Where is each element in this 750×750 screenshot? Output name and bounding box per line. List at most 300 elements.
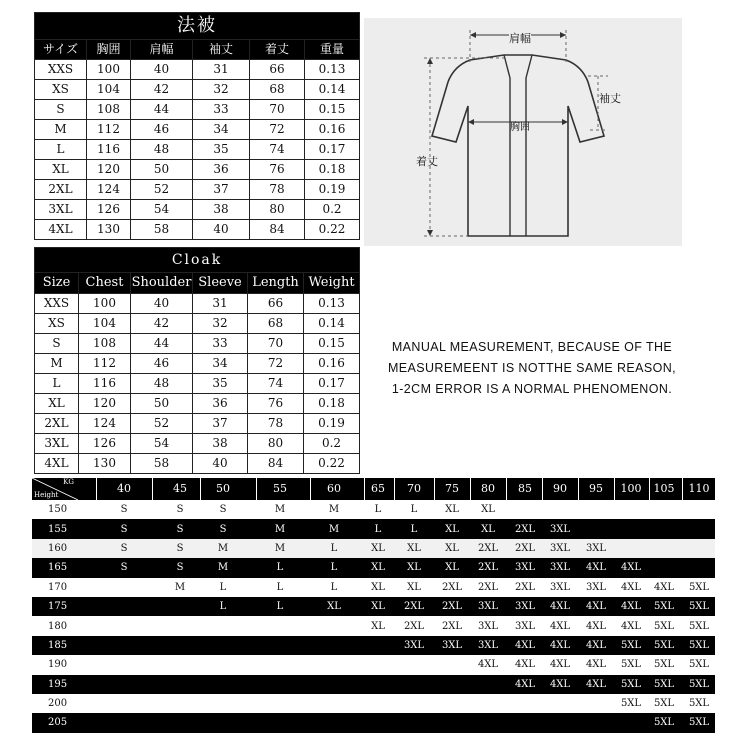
table-cell: 36 (193, 394, 248, 414)
size-cell: 4XL (549, 620, 571, 632)
table-cell: 68 (250, 80, 305, 100)
size-cell: 4XL (620, 601, 642, 613)
measurement-note (362, 337, 702, 400)
table-cell: 100 (87, 60, 131, 80)
table-cell: 0.16 (305, 120, 360, 140)
table-cell: 124 (79, 414, 131, 434)
size-cell: L (219, 601, 227, 613)
table-cell: 80 (248, 434, 304, 454)
size-cell: 3XL (441, 639, 463, 651)
size-cell: 5XL (620, 678, 642, 690)
table-row (32, 558, 715, 577)
size-cell: 3XL (514, 620, 536, 632)
size-cell: M (328, 523, 340, 535)
table-cell: 36 (193, 160, 250, 180)
size-cell: S (219, 523, 227, 535)
happi-title: 法被 (35, 13, 360, 40)
table-cell: 72 (248, 354, 304, 374)
size-cell: 4XL (620, 581, 642, 593)
happi-header-cell: 重量 (305, 40, 360, 60)
table-row (32, 694, 715, 713)
size-cell: 2XL (514, 523, 536, 535)
size-cell: XL (371, 542, 385, 554)
table-cell: 126 (87, 200, 131, 220)
table-cell: L (35, 374, 79, 394)
height-label: 170 (48, 581, 68, 593)
shoulder-label: 肩幅 (509, 32, 531, 45)
table-cell: 0.13 (304, 294, 360, 314)
table-row (35, 394, 360, 414)
table-cell: 54 (131, 434, 193, 454)
table-cell: 34 (193, 354, 248, 374)
size-cell: XL (445, 523, 459, 535)
table-row (32, 539, 715, 558)
table-cell: 40 (193, 454, 248, 474)
table-row (35, 100, 360, 120)
size-cell: 5XL (620, 698, 642, 710)
table-cell: 66 (248, 294, 304, 314)
table-cell: 108 (87, 100, 131, 120)
table-cell: 76 (248, 394, 304, 414)
table-cell: 0.14 (304, 314, 360, 334)
weight-header-cell: 85 (518, 482, 532, 495)
size-cell: 3XL (585, 581, 607, 593)
size-cell: XL (407, 581, 421, 593)
cloak-title: Cloak (35, 248, 360, 273)
size-cell: XL (371, 620, 385, 632)
header-divider (310, 478, 311, 500)
size-cell: M (217, 542, 229, 554)
table-cell: 0.22 (305, 220, 360, 240)
size-cell: 5XL (653, 601, 675, 613)
table-cell: 2XL (35, 180, 87, 200)
size-cell: 4XL (620, 620, 642, 632)
weight-header-cell: 55 (273, 482, 287, 495)
table-row (35, 374, 360, 394)
table-row (32, 597, 715, 616)
table-cell: 58 (131, 454, 193, 474)
size-cell: XL (371, 581, 385, 593)
size-cell: 3XL (585, 542, 607, 554)
header-divider (200, 478, 201, 500)
table-row (35, 294, 360, 314)
table-cell: 48 (131, 140, 193, 160)
size-cell: L (276, 562, 284, 574)
happi-size-table (34, 12, 360, 240)
table-cell: XS (35, 80, 87, 100)
table-cell: 70 (250, 100, 305, 120)
size-cell: L (330, 562, 338, 574)
height-label: 175 (48, 601, 68, 613)
size-cell: 5XL (688, 698, 710, 710)
size-cell: 3XL (549, 562, 571, 574)
table-cell: 42 (131, 80, 193, 100)
size-cell: 5XL (653, 698, 675, 710)
table-cell: 54 (131, 200, 193, 220)
size-cell: 5XL (688, 639, 710, 651)
size-cell: S (120, 523, 128, 535)
happi-header-cell: 肩幅 (131, 40, 193, 60)
weight-header-cell: 50 (216, 482, 230, 495)
size-cell: M (174, 581, 186, 593)
size-cell: 2XL (514, 581, 536, 593)
table-cell: 0.18 (304, 394, 360, 414)
table-cell: 130 (79, 454, 131, 474)
cloak-size-table (34, 247, 360, 474)
size-cell: L (219, 581, 227, 593)
table-cell: 68 (248, 314, 304, 334)
table-cell: 50 (131, 394, 193, 414)
size-cell: 2XL (477, 562, 499, 574)
table-cell: S (35, 334, 79, 354)
size-cell: S (176, 542, 184, 554)
size-cell: 4XL (653, 581, 675, 593)
table-cell: 120 (87, 160, 131, 180)
size-cell: XL (445, 542, 459, 554)
weight-header-cell: 40 (117, 482, 131, 495)
table-cell: XS (35, 314, 79, 334)
table-cell: 0.14 (305, 80, 360, 100)
size-cell: 2XL (441, 581, 463, 593)
note-line: MEASUREMEENT IS NOTTHE SAME REASON, (387, 361, 677, 375)
table-cell: 0.19 (304, 414, 360, 434)
table-cell: S (35, 100, 87, 120)
table-cell: L (35, 140, 87, 160)
size-cell: 4XL (549, 639, 571, 651)
size-cell: XL (371, 601, 385, 613)
table-row (35, 140, 360, 160)
table-cell: 0.19 (305, 180, 360, 200)
size-cell: L (374, 504, 382, 516)
table-cell: 78 (250, 180, 305, 200)
height-label: 180 (48, 620, 68, 632)
table-cell: 0.17 (304, 374, 360, 394)
size-cell: S (219, 504, 227, 516)
size-cell: 2XL (477, 542, 499, 554)
table-cell: 40 (131, 294, 193, 314)
size-cell: 2XL (403, 601, 425, 613)
table-cell: M (35, 354, 79, 374)
garment-diagram (364, 18, 682, 246)
weight-header-cell: 45 (173, 482, 187, 495)
table-cell: 35 (193, 140, 250, 160)
table-cell: 48 (131, 374, 193, 394)
table-cell: 31 (193, 294, 248, 314)
table-cell: XL (35, 160, 87, 180)
table-cell: 4XL (35, 220, 87, 240)
weight-header-cell: 75 (445, 482, 459, 495)
size-cell: S (176, 523, 184, 535)
size-cell: 5XL (653, 620, 675, 632)
table-cell: XL (35, 394, 79, 414)
chart-header-row (32, 478, 715, 500)
table-row (35, 454, 360, 474)
table-row (35, 334, 360, 354)
table-cell: 40 (193, 220, 250, 240)
table-cell: 4XL (35, 454, 79, 474)
table-cell: 70 (248, 334, 304, 354)
table-row (32, 519, 715, 538)
size-cell: S (176, 562, 184, 574)
size-cell: XL (407, 542, 421, 554)
table-cell: 34 (193, 120, 250, 140)
table-cell: 0.16 (304, 354, 360, 374)
size-cell: 4XL (585, 678, 607, 690)
table-row (35, 434, 360, 454)
size-cell: XL (481, 523, 495, 535)
table-row (32, 500, 715, 519)
table-cell: 74 (248, 374, 304, 394)
header-divider (152, 478, 153, 500)
cloak-header-cell: Sleeve (193, 273, 248, 294)
size-cell: 4XL (549, 678, 571, 690)
size-cell: 5XL (653, 659, 675, 671)
size-cell: L (374, 523, 382, 535)
table-cell: 32 (193, 80, 250, 100)
height-label: 165 (48, 562, 68, 574)
table-cell: XXS (35, 294, 79, 314)
size-cell: M (217, 562, 229, 574)
table-cell: 112 (87, 120, 131, 140)
happi-header-row (35, 40, 360, 60)
table-cell: 74 (250, 140, 305, 160)
happi-header-cell: 胸囲 (87, 40, 131, 60)
size-cell: XL (445, 504, 459, 516)
table-cell: 120 (79, 394, 131, 414)
size-cell: 3XL (477, 620, 499, 632)
table-row (35, 414, 360, 434)
size-cell: 3XL (403, 639, 425, 651)
table-cell: 0.17 (305, 140, 360, 160)
size-cell: L (276, 581, 284, 593)
table-row (35, 60, 360, 80)
table-cell: 116 (87, 140, 131, 160)
note-line: MANUAL MEASUREMENT, BECAUSE OF THE (391, 340, 673, 354)
table-cell: 130 (87, 220, 131, 240)
size-cell: 4XL (514, 639, 536, 651)
table-cell: 126 (79, 434, 131, 454)
size-cell: L (410, 504, 418, 516)
table-cell: 44 (131, 100, 193, 120)
length-label: 着丈 (416, 155, 438, 168)
size-cell: L (330, 581, 338, 593)
table-cell: 58 (131, 220, 193, 240)
weight-header-cell: 80 (481, 482, 495, 495)
chart-corner (32, 478, 78, 500)
table-cell: 66 (250, 60, 305, 80)
size-cell: XL (371, 562, 385, 574)
table-cell: 37 (193, 180, 250, 200)
table-cell: 33 (193, 334, 248, 354)
size-cell: 5XL (653, 717, 675, 729)
size-cell: 5XL (653, 639, 675, 651)
table-cell: 44 (131, 334, 193, 354)
table-cell: 0.22 (304, 454, 360, 474)
height-label: 200 (48, 698, 68, 710)
note-line: 1-2CM ERROR IS A NORMAL PHENOMENON. (391, 382, 673, 396)
height-label: 155 (48, 523, 68, 535)
size-cell: 3XL (514, 601, 536, 613)
table-cell: 0.15 (304, 334, 360, 354)
height-label: 160 (48, 542, 68, 554)
size-cell: 3XL (477, 639, 499, 651)
weight-header-cell: 65 (371, 482, 385, 495)
height-label: 150 (48, 504, 68, 516)
size-cell: S (120, 562, 128, 574)
size-cell: 5XL (620, 639, 642, 651)
table-cell: 33 (193, 100, 250, 120)
sleeve-label: 袖丈 (599, 92, 621, 105)
size-cell: L (330, 542, 338, 554)
table-cell: 3XL (35, 200, 87, 220)
table-cell: 108 (79, 334, 131, 354)
table-cell: 104 (79, 314, 131, 334)
table-cell: 84 (248, 454, 304, 474)
weight-header-cell: 60 (327, 482, 341, 495)
table-row (35, 314, 360, 334)
size-cell: 5XL (688, 678, 710, 690)
table-cell: XXS (35, 60, 87, 80)
table-cell: 0.2 (305, 200, 360, 220)
header-divider (256, 478, 257, 500)
weight-header-cell: 100 (620, 482, 642, 495)
cloak-header-cell: Length (248, 273, 304, 294)
height-label: 195 (48, 678, 68, 690)
table-cell: 0.18 (305, 160, 360, 180)
table-cell: 38 (193, 200, 250, 220)
table-row (32, 655, 715, 674)
weight-header-cell: 90 (553, 482, 567, 495)
size-cell: XL (481, 504, 495, 516)
size-cell: S (120, 542, 128, 554)
table-cell: 37 (193, 414, 248, 434)
table-cell: 78 (248, 414, 304, 434)
height-label: 205 (48, 717, 68, 729)
height-label: 190 (48, 659, 68, 671)
table-row (35, 120, 360, 140)
weight-header-cell: 110 (688, 482, 710, 495)
table-row (35, 354, 360, 374)
size-cell: 4XL (549, 601, 571, 613)
table-cell: 50 (131, 160, 193, 180)
table-cell: M (35, 120, 87, 140)
table-cell: 72 (250, 120, 305, 140)
size-cell: 4XL (585, 562, 607, 574)
size-cell: 4XL (620, 562, 642, 574)
size-cell: S (120, 504, 128, 516)
table-cell: 2XL (35, 414, 79, 434)
size-cell: XL (327, 601, 341, 613)
table-cell: 3XL (35, 434, 79, 454)
size-cell: 2XL (441, 601, 463, 613)
table-cell: 0.2 (304, 434, 360, 454)
weight-header-cell: 95 (589, 482, 603, 495)
height-weight-size-chart (32, 478, 715, 733)
table-cell: 46 (131, 120, 193, 140)
size-cell: 3XL (514, 562, 536, 574)
size-cell: 4XL (549, 659, 571, 671)
table-cell: 124 (87, 180, 131, 200)
size-cell: 5XL (688, 581, 710, 593)
size-cell: 5XL (688, 717, 710, 729)
size-cell: L (410, 523, 418, 535)
chest-label: 胸囲 (510, 122, 530, 133)
table-row (35, 160, 360, 180)
table-cell: 52 (131, 414, 193, 434)
size-cell: S (176, 504, 184, 516)
table-cell: 116 (79, 374, 131, 394)
table-cell: 42 (131, 314, 193, 334)
happi-header-cell: 着丈 (250, 40, 305, 60)
size-cell: XL (445, 562, 459, 574)
size-cell: XL (407, 562, 421, 574)
size-cell: 5XL (653, 678, 675, 690)
table-row (32, 636, 715, 655)
height-label: 185 (48, 639, 68, 651)
table-cell: 32 (193, 314, 248, 334)
cloak-header-cell: Chest (79, 273, 131, 294)
table-row (32, 616, 715, 635)
size-cell: 2XL (441, 620, 463, 632)
size-cell: 2XL (403, 620, 425, 632)
corner-kg-label: KG (63, 478, 74, 486)
table-cell: 40 (131, 60, 193, 80)
size-cell: 4XL (585, 601, 607, 613)
size-cell: 3XL (549, 581, 571, 593)
size-cell: 5XL (688, 601, 710, 613)
size-cell: 4XL (585, 639, 607, 651)
table-cell: 35 (193, 374, 248, 394)
table-cell: 31 (193, 60, 250, 80)
table-cell: 80 (250, 200, 305, 220)
table-row (32, 675, 715, 694)
size-cell: 2XL (514, 542, 536, 554)
size-cell: M (274, 504, 286, 516)
size-cell: 4XL (514, 678, 536, 690)
cloak-title-row (35, 248, 360, 273)
size-cell: 3XL (549, 523, 571, 535)
size-cell: 2XL (477, 581, 499, 593)
table-row (35, 220, 360, 240)
cloak-header-cell: Size (35, 273, 79, 294)
size-cell: M (274, 523, 286, 535)
size-cell: 5XL (688, 620, 710, 632)
table-cell: 38 (193, 434, 248, 454)
size-cell: 5XL (620, 659, 642, 671)
table-row (35, 80, 360, 100)
table-cell: 84 (250, 220, 305, 240)
weight-header-cell: 105 (653, 482, 675, 495)
table-row (32, 578, 715, 597)
size-cell: 4XL (514, 659, 536, 671)
cloak-header-cell: Weight (304, 273, 360, 294)
cloak-header-row (35, 273, 360, 294)
size-cell: 3XL (549, 542, 571, 554)
table-cell: 0.15 (305, 100, 360, 120)
size-cell: 4XL (585, 659, 607, 671)
size-cell: 3XL (477, 601, 499, 613)
happi-title-row (35, 13, 360, 40)
table-cell: 0.13 (305, 60, 360, 80)
cloak-header-cell: Shoulder (131, 273, 193, 294)
happi-header-cell: 袖丈 (193, 40, 250, 60)
size-cell: 5XL (688, 659, 710, 671)
size-cell: 4XL (477, 659, 499, 671)
weight-header-cell: 70 (407, 482, 421, 495)
table-cell: 112 (79, 354, 131, 374)
size-cell: L (276, 601, 284, 613)
table-cell: 104 (87, 80, 131, 100)
